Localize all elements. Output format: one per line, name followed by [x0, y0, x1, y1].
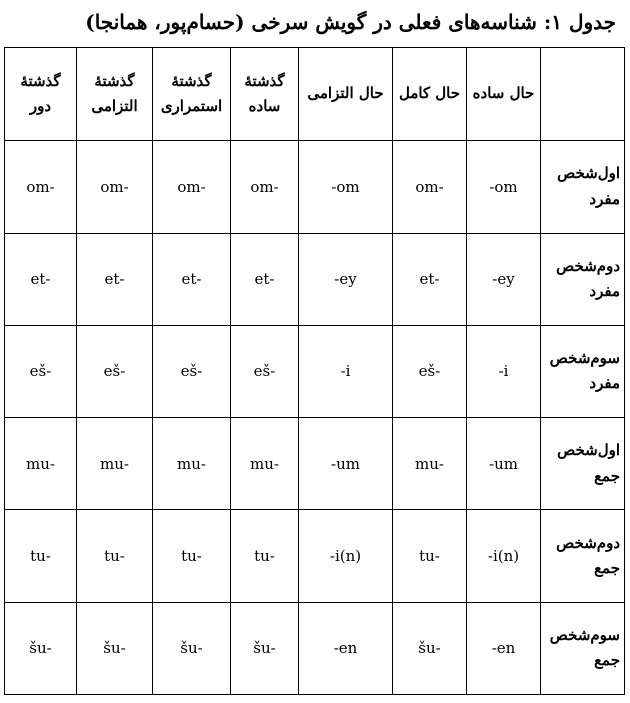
table-cell: -en [467, 602, 541, 694]
table-cell: šu- [231, 602, 299, 694]
table-cell: mu- [77, 418, 153, 510]
verb-suffix-table [4, 47, 625, 695]
header-row [5, 48, 625, 141]
row-label: سوم‌شخص مفرد [541, 325, 625, 417]
column-header: گذشتهٔ ساده [231, 48, 299, 141]
table-cell: šu- [77, 602, 153, 694]
table-cell: -i(n) [467, 510, 541, 602]
table-cell: om- [77, 141, 153, 233]
table-cell: -um [467, 418, 541, 510]
column-header: حال ساده [467, 48, 541, 141]
table-cell: -ey [299, 233, 393, 325]
table-cell: tu- [153, 510, 231, 602]
table-cell: eš- [393, 325, 467, 417]
table-caption: جدول ۱: شناسه‌های فعلی در گویش سرخی (حسام‌پور، همانجا) [85, 10, 616, 34]
column-header: گذشتهٔ التزامی [77, 48, 153, 141]
row-label: اول‌شخص جمع [541, 418, 625, 510]
table-cell: šu- [5, 602, 77, 694]
table-cell: mu- [153, 418, 231, 510]
table-cell: om- [393, 141, 467, 233]
column-header: حال التزامی [299, 48, 393, 141]
column-header: گذشتهٔ استمراری [153, 48, 231, 141]
row-label: اول‌شخص مفرد [541, 141, 625, 233]
row-label: دوم‌شخص جمع [541, 510, 625, 602]
table-cell: eš- [77, 325, 153, 417]
table-cell: eš- [5, 325, 77, 417]
table-cell: om- [231, 141, 299, 233]
column-header: گذشتهٔ دور [5, 48, 77, 141]
table-cell: mu- [393, 418, 467, 510]
table-cell: tu- [231, 510, 299, 602]
table-cell: mu- [5, 418, 77, 510]
table-cell: tu- [77, 510, 153, 602]
row-label: سوم‌شخص جمع [541, 602, 625, 694]
table-row [5, 325, 625, 417]
table-cell: -en [299, 602, 393, 694]
table-cell: šu- [153, 602, 231, 694]
table-cell: om- [153, 141, 231, 233]
table-cell: -om [299, 141, 393, 233]
corner-cell [541, 48, 625, 141]
table-row [5, 233, 625, 325]
table-cell: -om [467, 141, 541, 233]
table-cell: mu- [231, 418, 299, 510]
table-cell: tu- [393, 510, 467, 602]
row-label: دوم‌شخص مفرد [541, 233, 625, 325]
table-cell: šu- [393, 602, 467, 694]
table-cell: et- [393, 233, 467, 325]
table-cell: -i [467, 325, 541, 417]
table-cell: tu- [5, 510, 77, 602]
column-header: حال کامل [393, 48, 467, 141]
table-cell: -ey [467, 233, 541, 325]
table-cell: et- [77, 233, 153, 325]
table-cell: -i(n) [299, 510, 393, 602]
table-cell: om- [5, 141, 77, 233]
table-cell: et- [153, 233, 231, 325]
table-row [5, 418, 625, 510]
table-cell: -i [299, 325, 393, 417]
table-cell: -um [299, 418, 393, 510]
table-cell: et- [231, 233, 299, 325]
table-cell: eš- [153, 325, 231, 417]
table-row [5, 510, 625, 602]
table-cell: eš- [231, 325, 299, 417]
table-row [5, 602, 625, 694]
table-cell: et- [5, 233, 77, 325]
table-row [5, 141, 625, 233]
